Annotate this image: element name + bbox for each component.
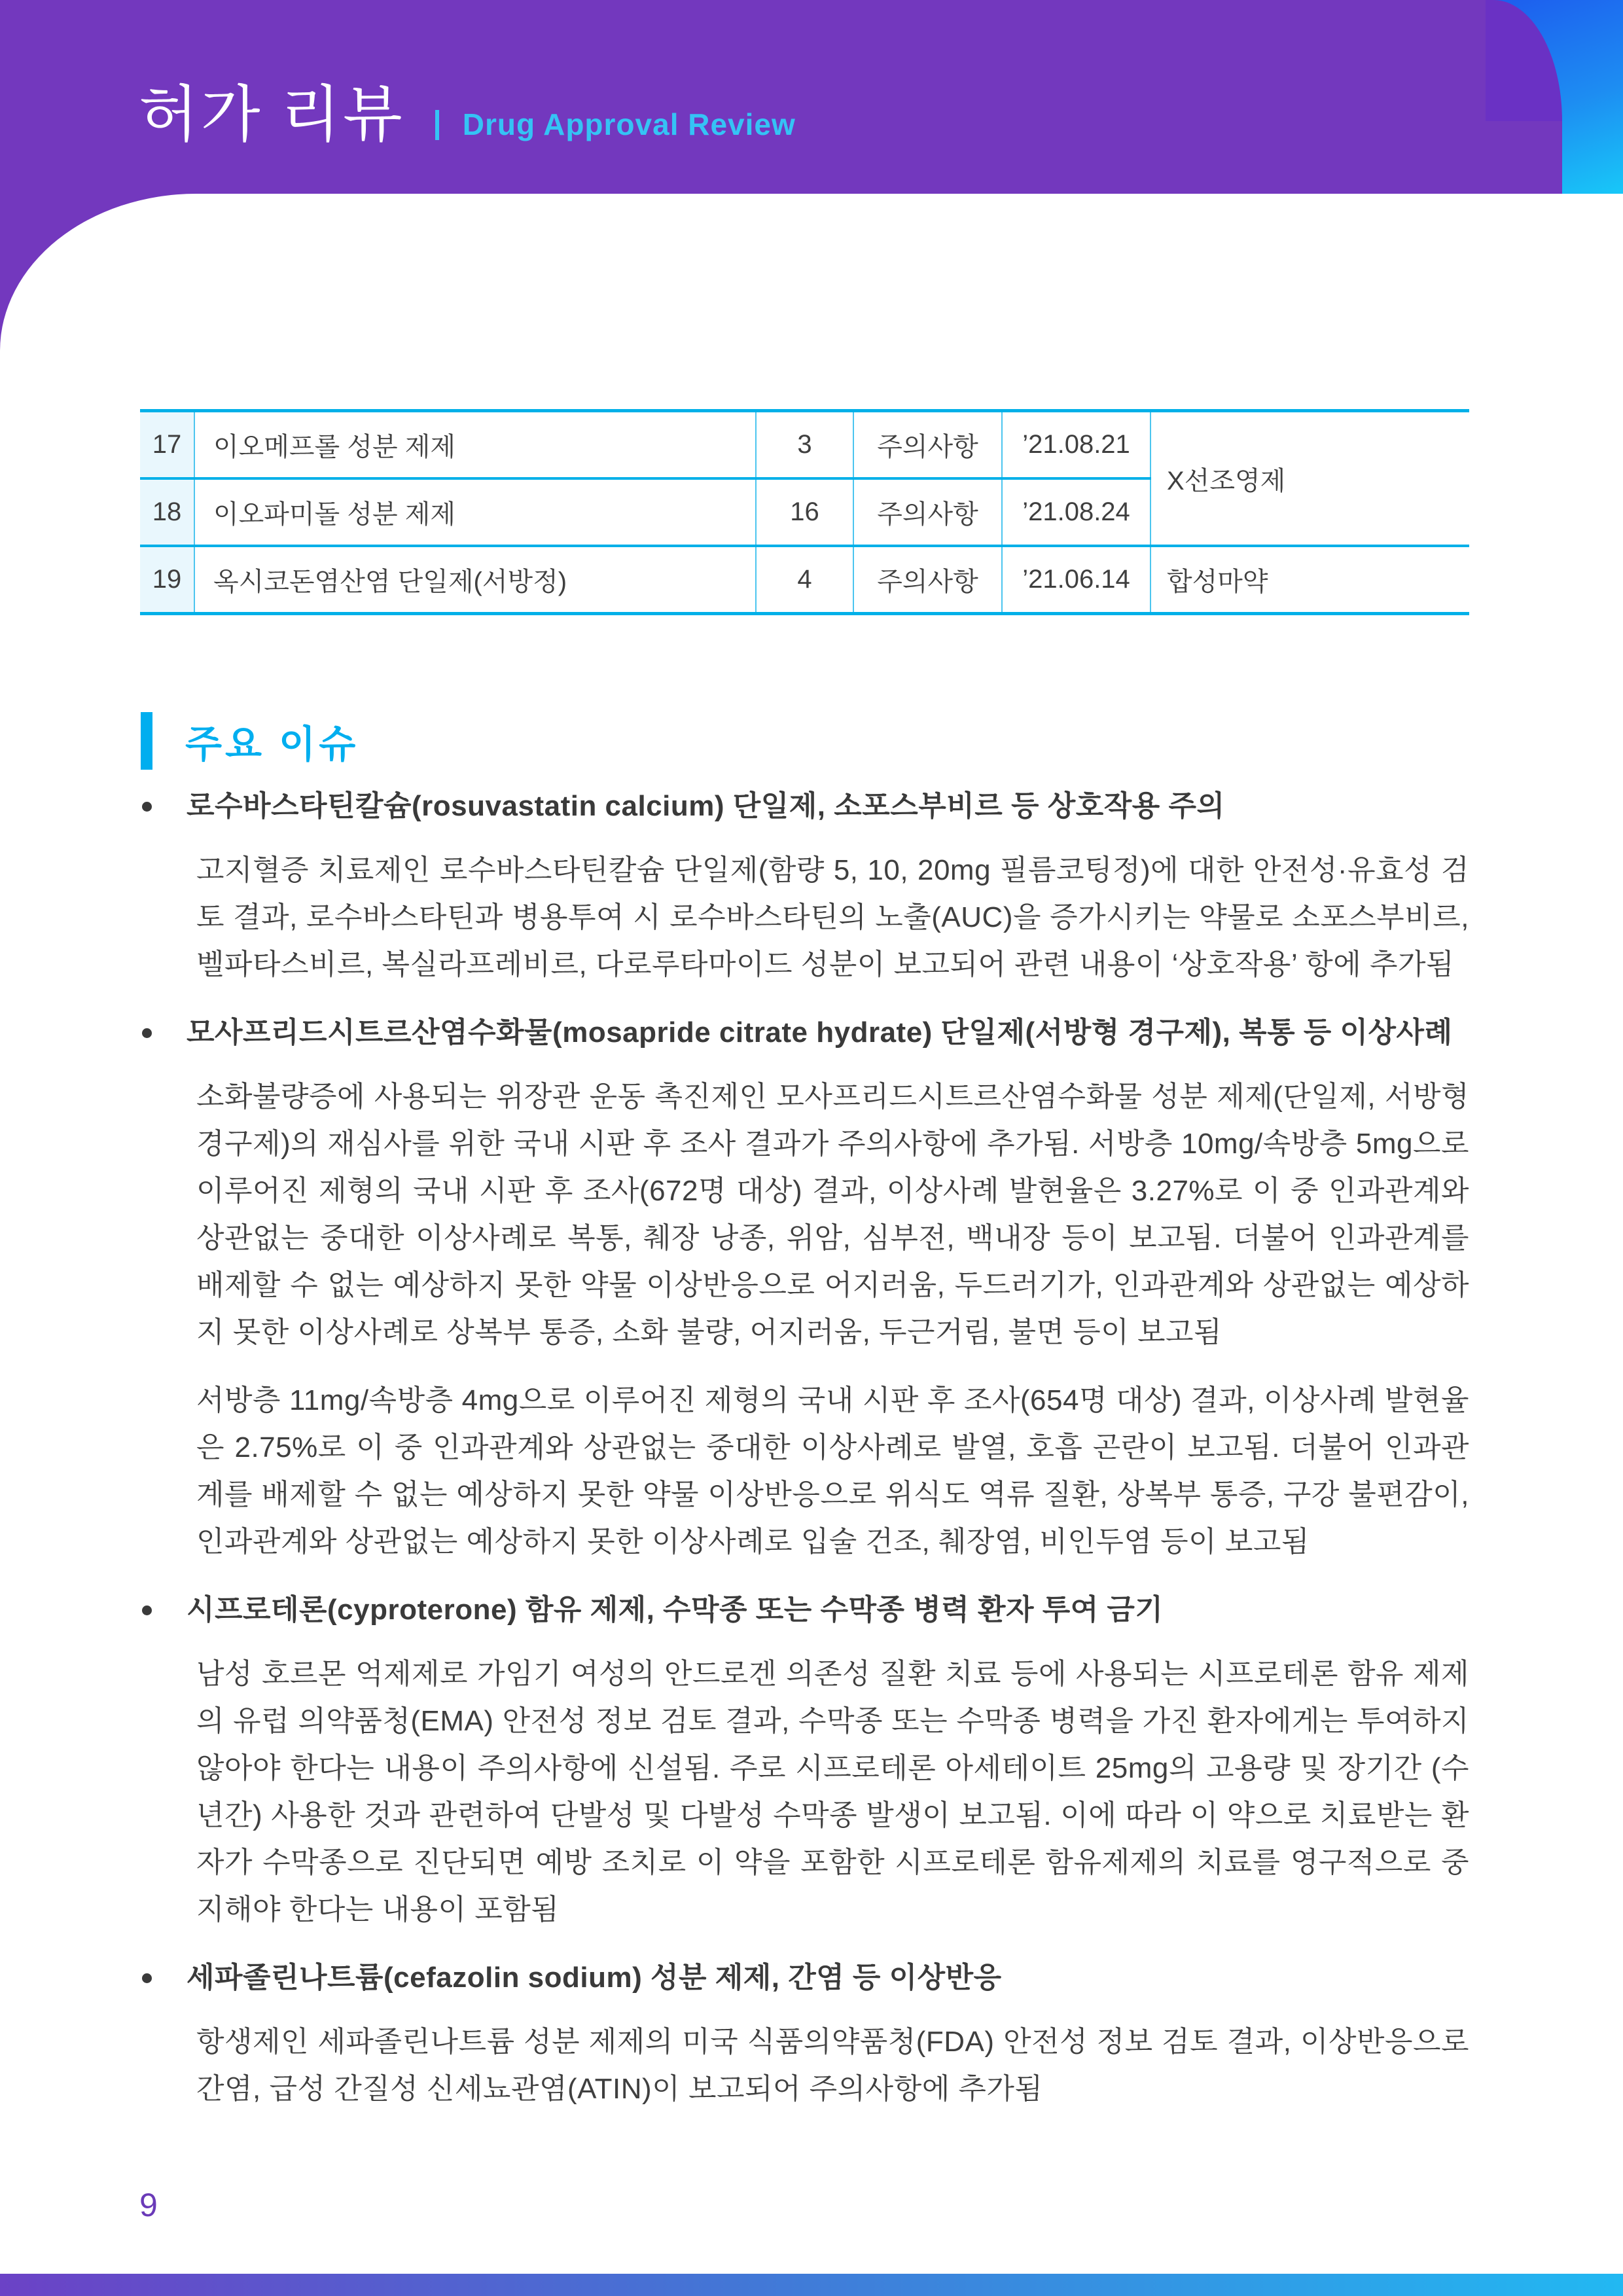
issue-heading bbox=[141, 1009, 1469, 1056]
category-cell: 합성마약 bbox=[1150, 546, 1469, 614]
issue-heading-text: 모사프리드시트르산염수화물(mosapride citrate hydrate) 단일제(서방형 경구제), 복통 등 이상사례 bbox=[187, 1016, 1453, 1049]
table-row bbox=[140, 546, 1469, 614]
bullet-icon bbox=[142, 802, 152, 812]
issue-heading-text: 시프로테론(cyproterone) 함유 제제, 수막종 또는 수막종 병력 환자 투여 금기 bbox=[187, 1594, 1164, 1626]
date-cell: ’21.08.24 bbox=[1002, 478, 1150, 546]
count-cell: 3 bbox=[756, 411, 853, 479]
issue-heading-text: 로수바스타틴칼슘(rosuvastatin calcium) 단일제, 소포스부비르 등 상호작용 주의 bbox=[187, 790, 1225, 822]
table-row bbox=[140, 411, 1469, 479]
header-divider bbox=[435, 110, 439, 140]
ingredient-cell: 옥시코돈염산염 단일제(서방정) bbox=[194, 546, 756, 614]
section-title: 주요 이슈 bbox=[185, 723, 359, 766]
drug-approval-table bbox=[140, 409, 1469, 615]
bullet-icon bbox=[142, 1973, 152, 1983]
date-cell: ’21.08.21 bbox=[1002, 411, 1150, 479]
issue-heading bbox=[141, 1954, 1469, 2001]
bullet-icon bbox=[142, 1605, 152, 1615]
count-cell: 4 bbox=[756, 546, 853, 614]
issue-item bbox=[141, 1587, 1469, 1933]
row-number-cell: 19 bbox=[140, 546, 194, 614]
issue-heading bbox=[141, 1587, 1469, 1634]
page-number: 9 bbox=[139, 2187, 158, 2223]
issue-heading bbox=[141, 783, 1469, 830]
date-cell: ’21.06.14 bbox=[1002, 546, 1150, 614]
section-accent-bar bbox=[141, 712, 152, 770]
page-subtitle: Drug Approval Review bbox=[462, 107, 796, 141]
row-number-cell: 17 bbox=[140, 411, 194, 479]
section-header bbox=[141, 712, 359, 770]
bullet-icon bbox=[142, 1028, 152, 1038]
issue-paragraph: 항생제인 세파졸린나트륨 성분 제제의 미국 식품의약품청(FDA) 안전성 정보 검토 결과, 이상반응으로 간염, 급성 간질성 신세뇨관염(ATIN)이 보고되어 주의사항에 추가됨 bbox=[196, 2026, 1469, 2105]
count-cell: 16 bbox=[756, 478, 853, 546]
change-type-cell: 주의사항 bbox=[853, 478, 1002, 546]
issue-paragraph: 서방층 11mg/속방층 4mg으로 이루어진 제형의 국내 시판 후 조사(654명 대상) 결과, 이상사례 발현율은 2.75%로 이 중 인과관계와 상관없는 중대한 이상사례로 발열, 호흡 곤란이 보고됨. 더불어 인과관계를 배제할 수 없는 예상하지 못한 약물 이상반응으로 위식도 역류 질환, 상복부 통증, 구강 불편감이, 인과관계와 상관없는 예상하지 못한 이상사례로 입술 건조, 췌장염, 비인두염 등이 보고됨 bbox=[196, 1384, 1469, 1558]
issue-item bbox=[141, 1954, 1469, 2113]
issues-list bbox=[141, 783, 1469, 2134]
change-type-cell: 주의사항 bbox=[853, 546, 1002, 614]
change-type-cell: 주의사항 bbox=[853, 411, 1002, 479]
issue-paragraph: 남성 호르몬 억제제로 가임기 여성의 안드로겐 의존성 질환 치료 등에 사용되는 시프로테론 함유 제제의 유럽 의약품청(EMA) 안전성 정보 검토 결과, 수막종 또는 수막종 병력을 가진 환자에게는 투여하지 않아야 한다는 내용이 주의사항에 신설됨. 주로 시프로테론 아세테이트 25mg의 고용량 및 장기간 (수년간) 사용한 것과 관련하여 단발성 및 다발성 수막종 발생이 보고됨. 이에 따라 이 약으로 치료받는 환자가 수막종으로 진단되면 예방 조치로 이 약을 포함한 시프로테론 함유제제의 치료를 영구적으로 중지해야 한다는 내용이 포함됨 bbox=[196, 1658, 1469, 1926]
category-cell: X선조영제 bbox=[1150, 411, 1469, 547]
footer-gradient-bar bbox=[0, 2274, 1623, 2296]
page-header bbox=[139, 81, 796, 149]
issue-paragraph: 소화불량증에 사용되는 위장관 운동 촉진제인 모사프리드시트르산염수화물 성분 제제(단일제, 서방형 경구제)의 재심사를 위한 국내 시판 후 조사 결과가 주의사항에 추가됨. 서방층 10mg/속방층 5mg으로 이루어진 제형의 국내 시판 후 조사(672명 대상) 결과, 이상사례 발현율은 3.27%로 이 중 인과관계와 상관없는 중대한 이상사례로 복통, 췌장 낭종, 위암, 심부전, 백내장 등이 보고됨. 더불어 인과관계를 배제할 수 없는 예상하지 못한 약물 이상반응으로 어지러움, 두드러기가, 인과관계와 상관없는 예상하지 못한 이상사례로 상복부 통증, 소화 불량, 어지러움, 두근거림, 불면 등이 보고됨 bbox=[196, 1081, 1469, 1348]
issue-item bbox=[141, 783, 1469, 988]
header-corner-purple-patch bbox=[1486, 121, 1562, 194]
page-title: 허가 리뷰 bbox=[139, 81, 405, 149]
row-number-cell: 18 bbox=[140, 478, 194, 546]
issue-heading-text: 세파졸린나트륨(cefazolin sodium) 성분 제제, 간염 등 이상반응 bbox=[187, 1962, 1002, 1994]
issue-paragraph: 고지혈증 치료제인 로수바스타틴칼슘 단일제(함량 5, 10, 20mg 필름코팅정)에 대한 안전성·유효성 검토 결과, 로수바스타틴과 병용투여 시 로수바스타틴의 노출(AUC)을 증가시키는 약물로 소포스부비르, 벨파타스비르, 복실라프레비르, 다로루타마이드 성분이 보고되어 관련 내용이 ‘상호작용’ 항에 추가됨 bbox=[196, 854, 1469, 980]
issue-item bbox=[141, 1009, 1469, 1566]
ingredient-cell: 이오메프롤 성분 제제 bbox=[194, 411, 756, 479]
ingredient-cell: 이오파미돌 성분 제제 bbox=[194, 478, 756, 546]
